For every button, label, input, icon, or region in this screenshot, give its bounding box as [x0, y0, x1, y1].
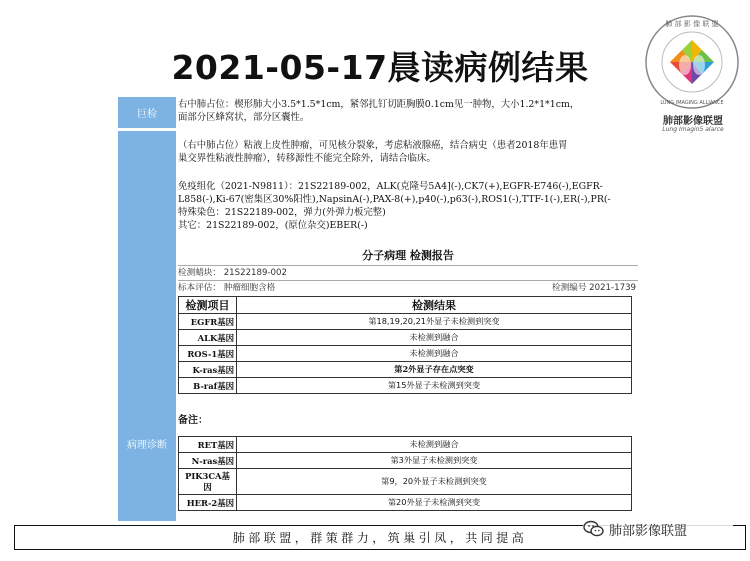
gene-name: N-ras基因 [179, 453, 237, 469]
diagnosis-line: 巢交界性粘液性肿瘤），转移源性不能完全除外，请结合临床。 [178, 153, 436, 164]
gene-result: 第18,19,20,21外显子未检测到突变 [237, 314, 632, 330]
gene-name: B-raf基因 [179, 378, 237, 394]
sample-label: 标本评估： [178, 283, 221, 293]
table-row [179, 469, 632, 495]
block-value: 21S22189-002 [223, 268, 287, 278]
table-row [179, 346, 632, 362]
ihc-line: L858(-),Ki-67(密集区30%阳性),NapsinA(-),PAX-8(+),p40(-),p63(-),ROS1(-),TTF-1(-),ER(-),PR(- [178, 194, 611, 205]
table-row [179, 437, 632, 453]
gene-result-positive: 第2外显子存在点突变 [237, 362, 632, 378]
logo-caption-en: Lung Imagin5 alarce [662, 126, 724, 133]
gene-name: ROS-1基因 [179, 346, 237, 362]
column-header-result: 检测结果 [237, 297, 632, 314]
gross-section-label: 巨检 [118, 97, 176, 128]
note-label: 备注： [178, 415, 208, 426]
table-row [179, 330, 632, 346]
table-row [179, 453, 632, 469]
results-table-additional [178, 436, 632, 511]
gene-name: ALK基因 [179, 330, 237, 346]
gene-result: 第3外显子未检测到突变 [237, 453, 632, 469]
gene-name: K-ras基因 [179, 362, 237, 378]
gene-result: 第9，20外显子未检测到突变 [237, 469, 632, 495]
test-number-value: 2021-1739 [589, 283, 636, 293]
gene-result: 第15外显子未检测到突变 [237, 378, 632, 394]
footer-slogan: 肺部联盟，群策群力，筑巢引凤，共同提高 [14, 525, 746, 550]
watermark-text: 肺部影像联盟 [609, 523, 688, 539]
svg-text:肺 部 影 像 联 盟: 肺 部 影 像 联 盟 [665, 20, 719, 28]
special-stain-line: 特殊染色：21S22189-002，弹力(外弹力板完整) [178, 207, 386, 218]
sample-row [178, 280, 638, 293]
pathology-section-label: 病理诊断 [118, 131, 176, 521]
gene-name: PIK3CA基因 [179, 469, 237, 495]
table-row [179, 314, 632, 330]
other-line: 其它：21S22189-002，(原位杂交)EBER(-) [178, 220, 368, 231]
gene-name: HER-2基因 [179, 495, 237, 511]
table-row [179, 378, 632, 394]
gross-line: 面部分区蜂窝状，部分区囊性。 [178, 112, 310, 123]
sample-value: 肿瘤细胞含格 [223, 283, 276, 293]
table-header [179, 297, 632, 314]
block-label: 检测蜡块： [178, 268, 221, 278]
gross-description [178, 98, 638, 124]
block-row [178, 265, 638, 278]
gross-line: 右中肺占位：楔形肺大小3.5*1.5*1cm，紧邻扎钉切距胸膜0.1cm见一肿物，大小1.2*1*1cm， [178, 99, 580, 110]
pathology-report [118, 97, 638, 521]
ihc-text [178, 180, 638, 232]
molecular-report-title: 分子病理 检测报告 [362, 249, 454, 262]
table-row [179, 362, 632, 378]
table-row [179, 495, 632, 511]
logo-caption: 肺部影像联盟 [663, 116, 723, 127]
gene-result: 未检测到融合 [237, 330, 632, 346]
page-title: 2021-05-17晨读病例结果 [171, 48, 589, 87]
results-table [178, 296, 632, 394]
gene-name: RET基因 [179, 437, 237, 453]
wechat-icon [583, 520, 605, 538]
wechat-watermark [583, 518, 733, 540]
gene-name: EGFR基因 [179, 314, 237, 330]
diagnosis-line: （右中肺占位）粘液上皮性肿瘤，可见核分裂象，考虑粘液腺癌，结合病史（患者2018年患胃 [178, 140, 568, 151]
diagnosis-text [178, 139, 638, 165]
svg-text:LUNG IMAGING ALLIANCE: LUNG IMAGING ALLIANCE [660, 100, 724, 106]
ihc-line: 免疫组化（2021-N9811）：21S22189-002，ALK(克隆号5A4](-),CK7(+),EGFR-E746(-),EGFR- [178, 181, 603, 192]
gene-result: 未检测到融合 [237, 346, 632, 362]
gene-result: 第20外显子未检测到突变 [237, 495, 632, 511]
test-number [552, 281, 636, 293]
test-number-label: 检测编号 [552, 283, 587, 293]
column-header-item: 检测项目 [179, 297, 237, 314]
gene-result: 未检测到融合 [237, 437, 632, 453]
